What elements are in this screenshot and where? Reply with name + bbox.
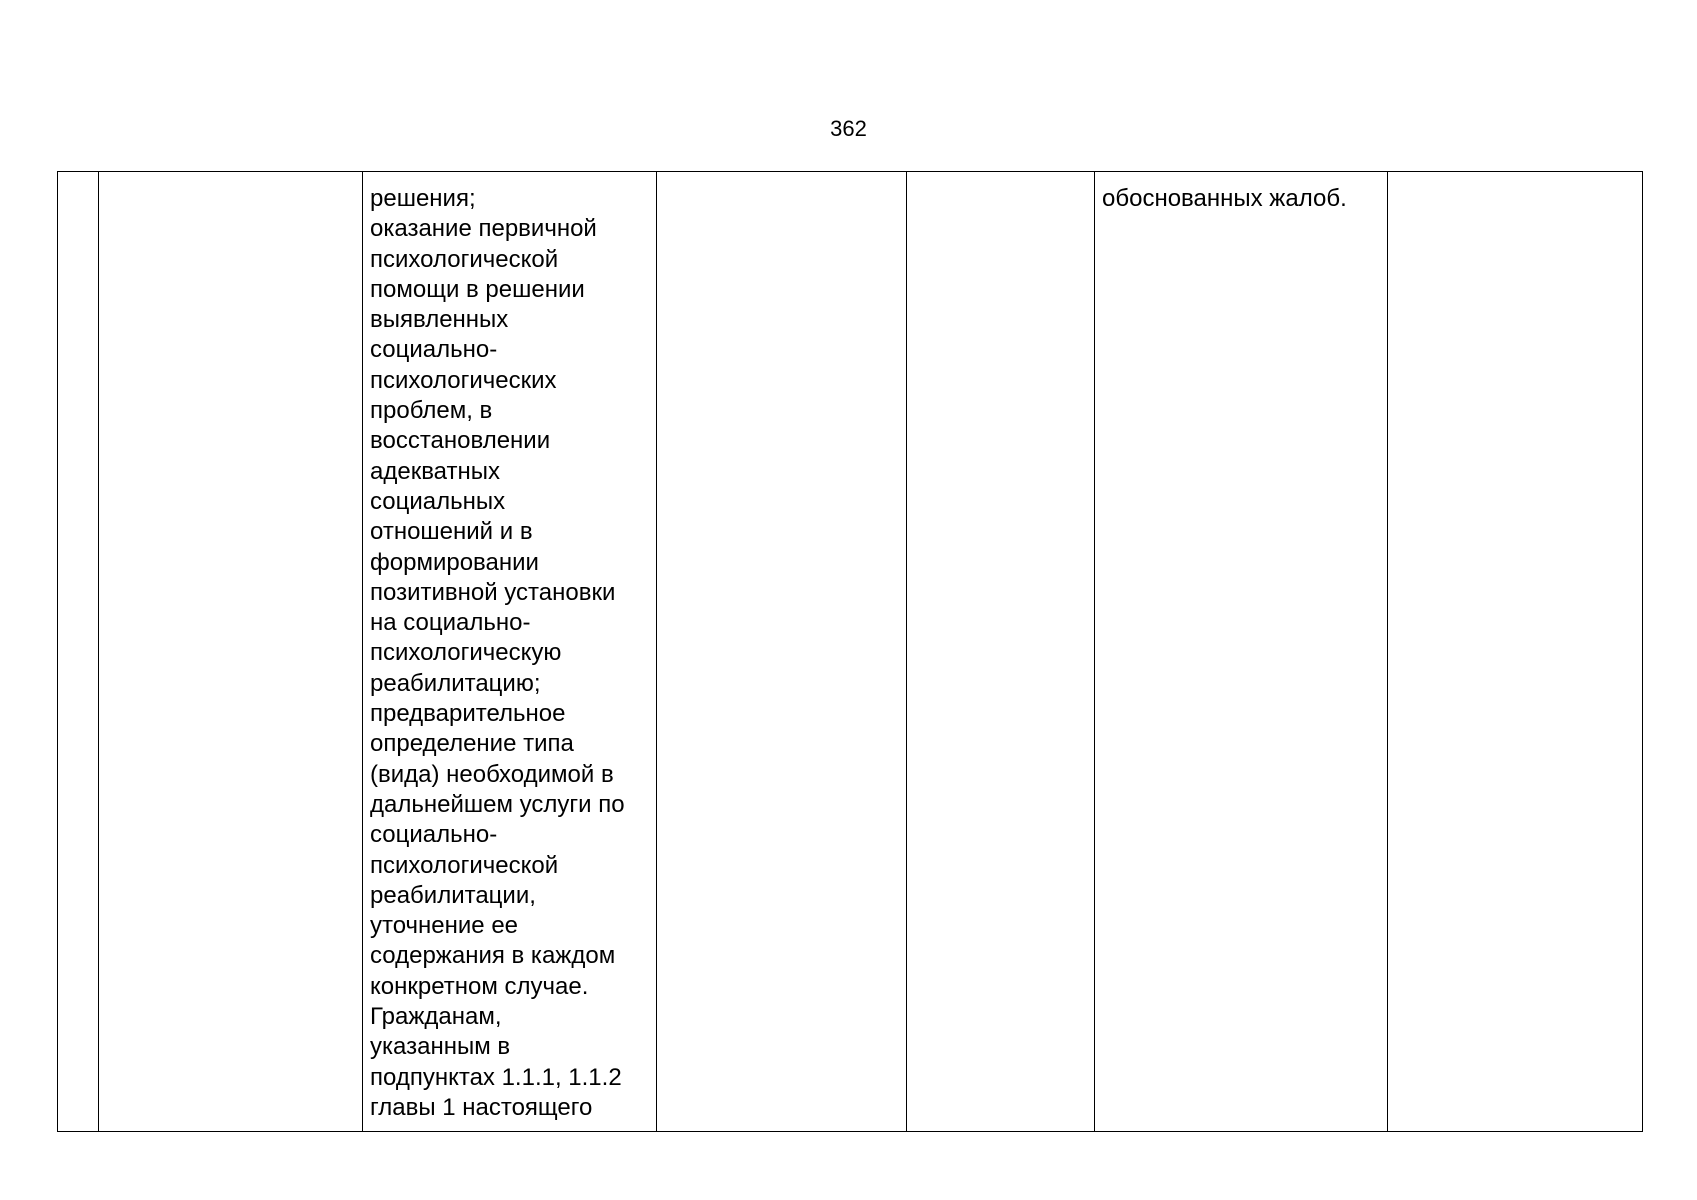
table-cell-col4 — [657, 172, 907, 1132]
page-number: 362 — [830, 116, 867, 141]
table-cell-col6: обоснованных жалоб. — [1095, 172, 1388, 1132]
document-table — [57, 171, 1643, 1132]
table-cell-col1 — [58, 172, 99, 1132]
table-cell-col5 — [907, 172, 1095, 1132]
table-cell-col3: решения; оказание первичной психологической помощи в решении выявленных социально- психологических проблем, в восстановлении адекватных социальных отношений и в формировании позитивной установки на социально- психологическую реабилитацию; предварительное определение типа (вида) необходимой в дальнейшем услуги по социально- психологической реабилитации, уточнение ее содержания в каждом конкретном случае. Гражданам, указанным в подпунктах 1.1.1, 1.1.2 главы 1 настоящего — [363, 172, 657, 1132]
table-cell-col7 — [1388, 172, 1643, 1132]
table-row — [58, 172, 1643, 1132]
table-cell-col2 — [99, 172, 363, 1132]
